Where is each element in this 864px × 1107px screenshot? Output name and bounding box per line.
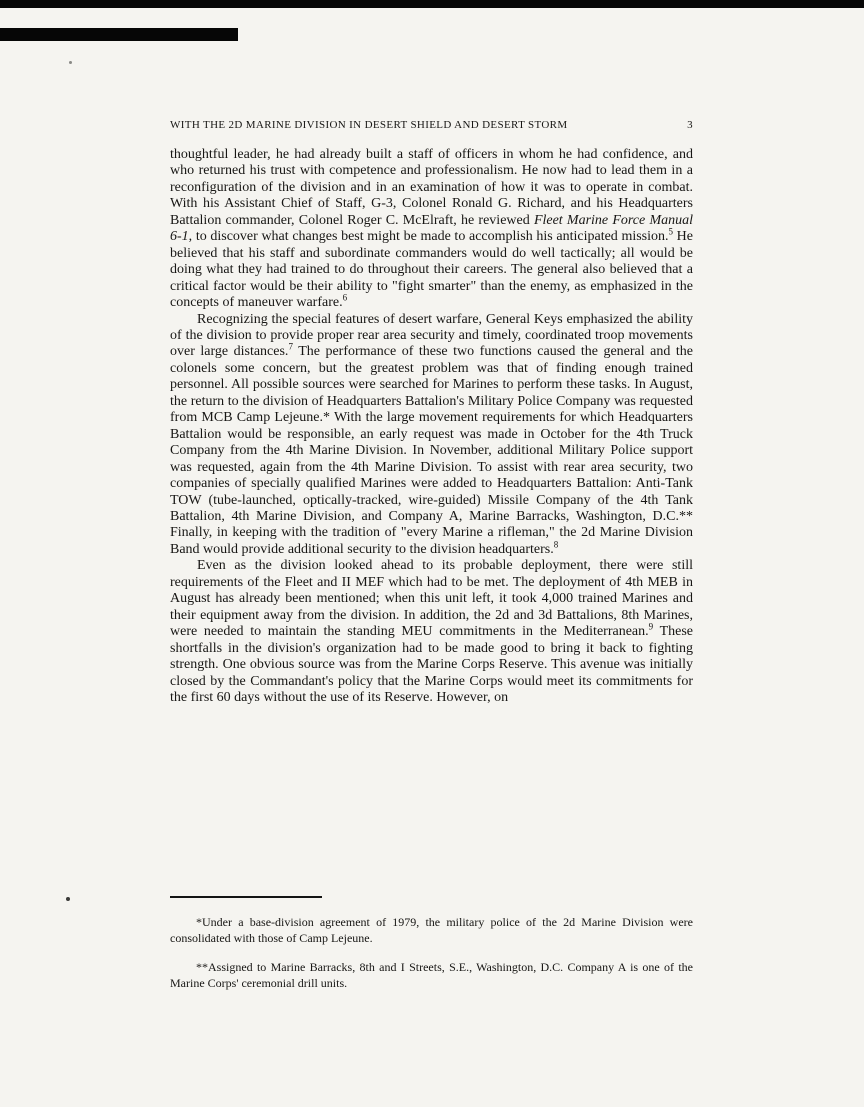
text-run: These shortfalls in the division's organization had to be made good to bring it back to fighting strength. One obvious source was from the Marine Corps Reserve. This avenue was initially closed by the Commandant's policy that the Marine Corps would meet its commitments for the first 60 days without the use of its Reserve. However, on (170, 624, 693, 705)
scan-speck (66, 897, 70, 901)
scan-artifact-left-bar (0, 28, 238, 41)
footnote-marker: 6 (342, 292, 348, 303)
text-run: , to discover what changes best might be made to accomplish his anticipated mission. (188, 229, 669, 245)
text-run: Even as the division looked ahead to its probable deployment, there were still requirements of the Fleet and II MEF which had to be met. The deployment of 4th MEB in August has already been mentioned; when this unit left, it took 4,000 trained Marines and their equipment away from the division. In addition, the 2d and 3d Battalions, 8th Marines, were needed to maintain the standing MEU commitments in the Mediterranean. (170, 558, 693, 640)
paragraph (170, 147, 693, 312)
scan-speck (69, 61, 72, 64)
footnotes (170, 915, 693, 1005)
footnote-marker: 8 (553, 539, 559, 550)
text-run: He believed that his staff and subordinate commanders would do well tactically; all would be doing what they had trained to do throughout their careers. The general also believed that a critical factor would be their ability to "fight smarter" than the enemy, as emphasized in the concepts of maneuver warfare. (170, 229, 693, 311)
page-number: 3 (687, 119, 693, 131)
footnote: *Under a base-division agreement of 1979, the military police of the 2d Marine Division were consolidated with those of Camp Lejeune. (170, 915, 693, 945)
italic-text-run: Fleet Marine Force Manual 6-1 (170, 212, 693, 245)
footnote-separator (170, 896, 322, 898)
paragraph (170, 558, 693, 706)
running-title: WITH THE 2D MARINE DIVISION IN DESERT SHIELD AND DESERT STORM (170, 119, 568, 131)
paragraph (170, 312, 693, 559)
scan-artifact-top-bar (0, 0, 864, 8)
page-header (170, 119, 693, 131)
footnote-marker: 5 (668, 226, 674, 237)
body-paragraphs (170, 147, 693, 706)
text-run: The performance of these two functions caused the general and the colonels some concern, but the greatest problem was that of finding enough trained personnel. All possible sources were searched for Marines to perform these tasks. In August, the return to the division of Headquarters Battalion's Military Police Company was requested from MCB Camp Lejeune.* With the large movement requirements for which Headquarters Battalion would be responsible, an early request was made in October for the 4th Truck Company from the 4th Marine Division. In November, additional Military Police support was requested, again from the 4th Marine Division. To assist with rear area security, two companies of specially qualified Marines were added to Headquarters Battalion: Anti-Tank TOW (tube-launched, optically-tracked, wire-guided) Missile Company of the 4th Tank Battalion, 4th Marine Division, and Company A, Marine Barracks, Washington, D.C.** Finally, in keeping with the tradition of "every Marine a rifleman," the 2d Marine Division Band would provide additional security to the division headquarters. (170, 344, 693, 557)
footnote-marker: 7 (288, 341, 293, 352)
footnote: **Assigned to Marine Barracks, 8th and I Streets, S.E., Washington, D.C. Company A is one of the Marine Corps' ceremonial drill units. (170, 960, 693, 990)
text-run: Recognizing the special features of desert warfare, General Keys emphasized the ability of the division to provide proper rear area security and timely, coordinated troop movements over large distances. (170, 311, 693, 360)
text-run: thoughtful leader, he had already built a staff of officers in whom he had confidence, and who returned his trust with competence and professionalism. He now had to lead them in a reconfiguration of the division and in an examination of how it was to operate in combat. With his Assistant Chief of Staff, G-3, Colonel Ronald G. Richard, and his Headquarters Battalion commander, Colonel Roger C. McElraft, he reviewed (170, 147, 693, 228)
footnote-marker: 9 (648, 621, 654, 632)
